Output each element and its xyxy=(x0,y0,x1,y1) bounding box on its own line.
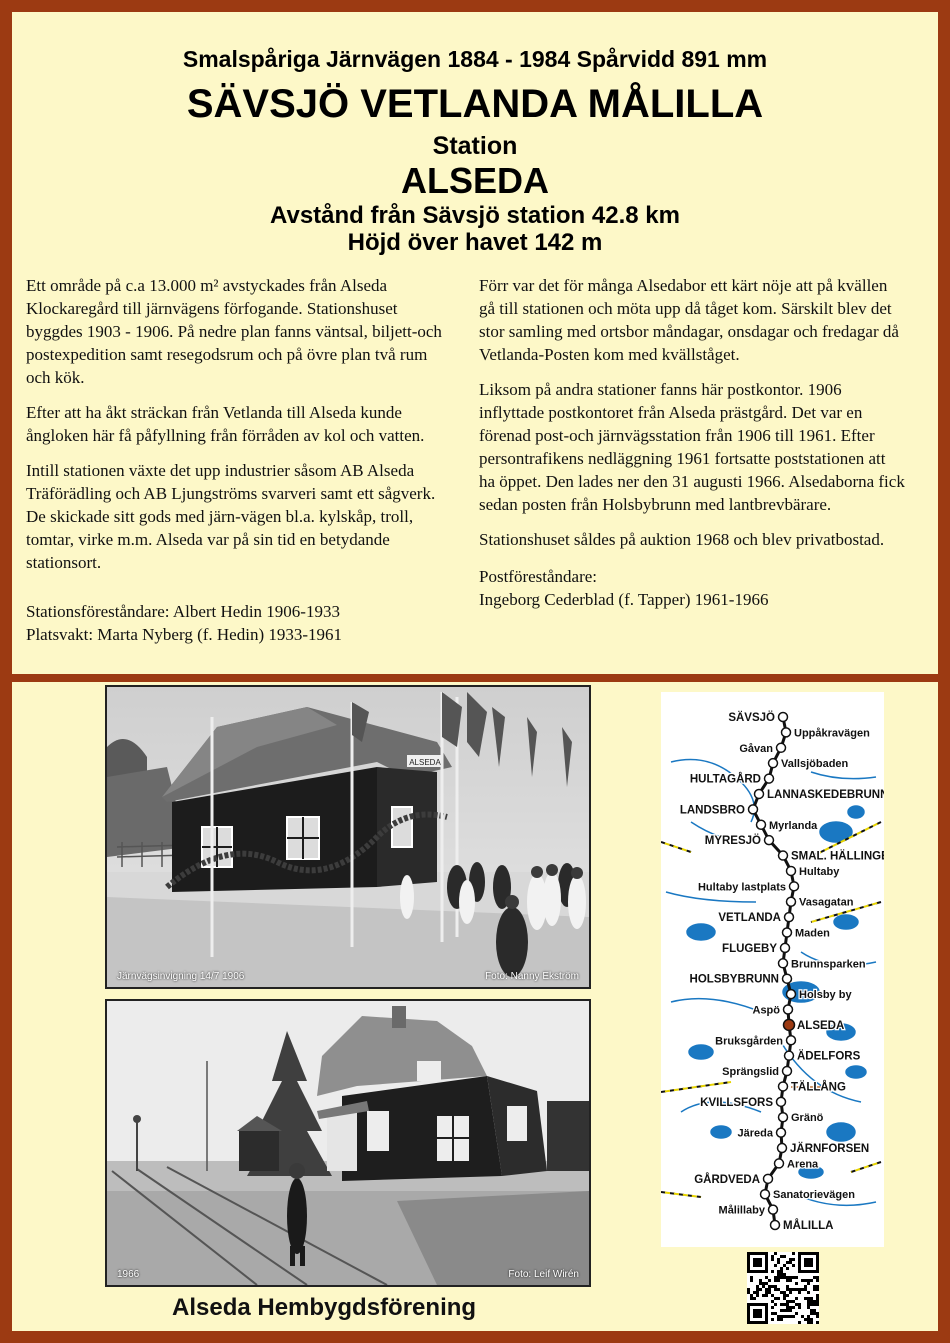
map-station-label: ÄDELFORS xyxy=(797,1050,861,1063)
map-station-dot xyxy=(783,928,792,937)
map-station-label: HOLSBYBRUNN xyxy=(689,973,779,986)
map-station-label: LANNASKEDEBRUNN xyxy=(767,788,884,801)
left-text-column xyxy=(26,274,452,646)
map-station-label: HULTAGÅRD xyxy=(689,773,761,786)
station-master-line: Stationsföreståndare: Albert Hedin 1906-1933 xyxy=(26,602,340,621)
station-name: ALSEDA xyxy=(400,160,549,201)
map-station-label: Gränö xyxy=(791,1112,824,1125)
map-station-label: Gåvan xyxy=(739,742,773,755)
right-text-column xyxy=(479,274,905,611)
map-station-dot xyxy=(779,713,788,722)
map-station-label: Maden xyxy=(795,927,830,940)
map-station-dot xyxy=(779,851,788,860)
station-sign: ALSEDA xyxy=(409,758,441,767)
photo-caption: 1966 xyxy=(117,1269,140,1280)
map-station-label: Brunnsparken xyxy=(791,958,866,971)
route-map xyxy=(661,692,884,1247)
map-station-label: Myrlanda xyxy=(769,819,818,832)
paragraph: Liksom på andra stationer fanns här postkontor. 1906 inflyttade postkontoret från Alseda prästgård. Det var en förenad post-och järnvägsstation från 1906 till 1961. Efter persontrafikens nedläggning 1961 fortsatte poststationen att ha öppet. Den lades ner den 31 augusti 1966. Alsedaborna fick sedan posten från Holsbybrunn med lantbrevbärare. xyxy=(479,380,905,514)
map-station-dot xyxy=(787,990,796,999)
railway-subtitle: Smalspåriga Järnvägen 1884 - 1984 Spårvidd 891 mm xyxy=(182,46,768,72)
map-station-label: Holsby by xyxy=(799,989,852,1002)
map-station-label: SÄVSJÖ xyxy=(728,712,775,724)
station-photo-1966 xyxy=(107,1001,589,1285)
map-station-dot xyxy=(779,1113,788,1122)
map-station-label: Sanatorievägen xyxy=(773,1189,855,1202)
paragraph: Förr var det för många Alsedabor ett kärt nöje att på kvällen gå till stationen och möta upp då tåget kom. Särskilt blev det stor samling med ortsbor måndagar, onsdagar och fredagar då Vetlanda-Posten kom med kvällståget. xyxy=(479,276,899,364)
route-title: SÄVSJÖ VETLANDA MÅLILLA xyxy=(186,82,764,126)
map-station-dot xyxy=(785,1051,794,1060)
photo-caption: Järnvägsinvigning 14/7 1906 xyxy=(117,971,245,982)
map-station-dot xyxy=(771,1221,780,1230)
map-station-label: GÅRDVEDA xyxy=(694,1173,760,1186)
map-station-dot xyxy=(764,1174,773,1183)
map-station-dot xyxy=(781,943,790,952)
map-station-dot xyxy=(775,1159,784,1168)
map-station-label: MÅLILLA xyxy=(783,1220,834,1232)
map-station-label: Uppåkravägen xyxy=(794,727,870,740)
map-station-dot xyxy=(757,820,766,829)
map-station-dot xyxy=(785,913,794,922)
map-station-label: VETLANDA xyxy=(718,912,781,925)
map-station-dot xyxy=(765,774,774,783)
paragraph: Stationshuset såldes på auktion 1968 och blev privatbostad. xyxy=(479,530,885,549)
map-station-label: KVILLSFORS xyxy=(700,1096,773,1109)
map-station-dot xyxy=(790,882,799,891)
map-station-label: Vallsjöbaden xyxy=(781,758,849,771)
map-station-label: LANDSBRO xyxy=(679,804,745,817)
map-station-dot xyxy=(769,1205,778,1214)
map-station-label: Arena xyxy=(787,1158,819,1171)
map-station-label: Målillaby xyxy=(718,1204,765,1217)
map-station-dot xyxy=(777,1097,786,1106)
map-station-dot xyxy=(779,959,788,968)
text-panel xyxy=(12,12,938,674)
photo-credit: Foto: Nanny Ekström xyxy=(485,971,579,982)
photo-1966 xyxy=(105,999,591,1287)
map-station-label: FLUGEBY xyxy=(722,942,777,955)
qr-code[interactable] xyxy=(747,1252,819,1324)
photo-inauguration-1906 xyxy=(105,685,591,989)
map-station-dot xyxy=(784,1005,793,1014)
map-station-label: Bruksgården xyxy=(715,1035,783,1048)
postmaster-label: Postföreståndare: xyxy=(479,567,598,586)
map-station-label: MYRESJÖ xyxy=(704,835,761,848)
map-station-dot xyxy=(755,789,764,798)
map-station-dot xyxy=(783,974,792,983)
map-station-dot xyxy=(778,1144,787,1153)
image-panel xyxy=(12,682,938,1331)
map-station-label: Sprängslid xyxy=(722,1066,779,1079)
map-station-label: Hultaby lastplats xyxy=(697,881,786,894)
map-station-label: Vasagatan xyxy=(799,896,854,909)
postmaster-name: Ingeborg Cederblad (f. Tapper) 1961-1966 xyxy=(479,590,769,609)
photo-credit: Foto: Leif Wirén xyxy=(508,1269,579,1280)
route-map-svg xyxy=(661,692,884,1247)
map-station-dot xyxy=(777,1128,786,1137)
map-station-label: ALSEDA xyxy=(797,1019,845,1032)
map-station-dot xyxy=(779,1082,788,1091)
distance-info: Avstånd från Sävsjö station 42.8 km xyxy=(270,202,680,229)
society-name: Alseda Hembygdsförening xyxy=(172,1294,477,1321)
map-station-dot xyxy=(783,1067,792,1076)
map-station-label: Aspö xyxy=(752,1004,780,1017)
paragraph: Efter att ha åkt sträckan från Vetlanda till Alseda kunde ångloken här få påfyllning från förråden av kol och vatten. xyxy=(26,403,425,445)
station-photo-1906 xyxy=(107,687,589,987)
map-station-dot xyxy=(784,1019,795,1030)
station-label: Station xyxy=(432,132,518,160)
map-station-dot xyxy=(761,1190,770,1199)
map-station-label: SMAL. HÄLLINGE xyxy=(791,850,884,863)
map-station-label: TÄLLÅNG xyxy=(791,1081,846,1094)
map-station-dot xyxy=(749,805,758,814)
map-station-label: Järeda xyxy=(737,1127,773,1140)
map-station-dot xyxy=(787,866,796,875)
map-station-dot xyxy=(787,1036,796,1045)
paragraph: Intill stationen växte det upp industrier såsom AB Alseda Träförädling och AB Ljungströms svarveri samt ett sågverk. De skickade sitt gods med järn-vägen bl.a. kylskåp, troll, tomtar, virke m.m. Alseda var på sin tid en betydande stationsort. xyxy=(26,461,436,572)
track-guard-line: Platsvakt: Marta Nyberg (f. Hedin) 1933-1961 xyxy=(26,625,343,644)
map-station-dot xyxy=(782,728,791,737)
map-station-dot xyxy=(769,759,778,768)
map-station-dot xyxy=(765,836,774,845)
map-station-label: Hultaby xyxy=(799,865,840,878)
map-station-dot xyxy=(777,743,786,752)
map-station-dot xyxy=(787,897,796,906)
paragraph: Ett område på c.a 13.000 m² avstyckades från Alseda Klockaregård till järnvägens förfogande. Stationshuset byggdes 1903 - 1906. På nedre plan fanns väntsal, biljett-och postexpedition samt resegodsrum och på övre plan två rum och kök. xyxy=(26,276,442,387)
qr-code-image xyxy=(747,1252,819,1324)
map-station-label: JÄRNFORSEN xyxy=(790,1143,870,1156)
altitude-info: Höjd över havet 142 m xyxy=(347,229,603,256)
